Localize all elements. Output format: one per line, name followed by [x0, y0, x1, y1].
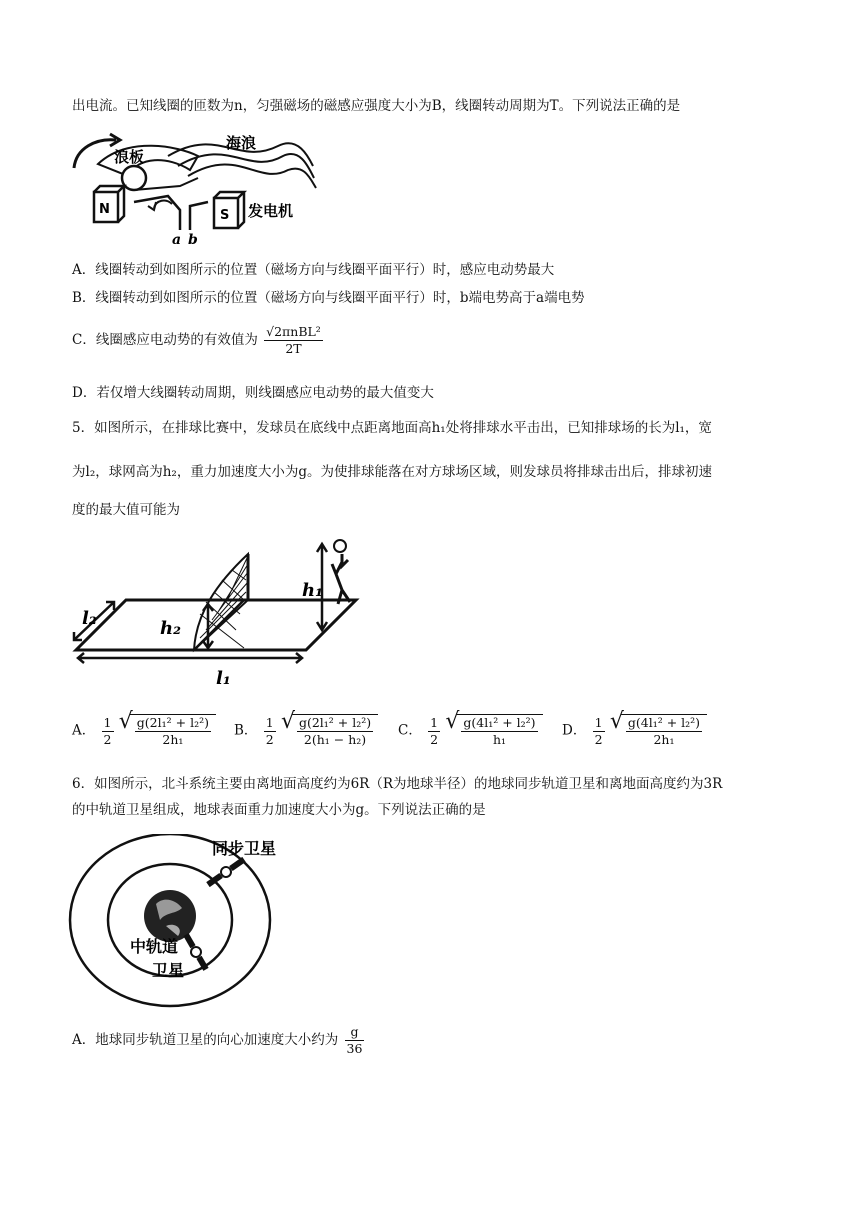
q6-line-1: 6．如图所示，北斗系统主要由离地面高度约为6R（R为地球半径）的地球同步轨道卫星和离地面高度约为3R — [72, 776, 723, 792]
q4-option-b: B．线圈转动到如图所示的位置（磁场方向与线圈平面平行）时，b端电势高于a端电势 — [72, 290, 585, 306]
q5-option-a: A． $\frac{1}{2}$ √ $\frac{\text{g(2l₁² + l₂²)}}{\text{2h₁}}$ — [72, 714, 216, 748]
half-denominator: 2 — [103, 731, 112, 747]
q6-option-a-fraction — [345, 1024, 365, 1057]
q6-option-a — [72, 1024, 366, 1057]
q5-line-3: 度的最大值可能为 — [72, 502, 180, 518]
label-terminal-b: b — [188, 232, 198, 248]
q5-option-a-denominator: 2h₁ — [162, 732, 184, 747]
label-h1: h₁ — [302, 580, 323, 601]
q6-option-a-numerator: g — [345, 1024, 365, 1041]
label-generator: 发电机 — [248, 202, 294, 220]
q5-option-c: C． $\frac{1}{2}$ √ $\frac{\text{g(4l₁² + l₂²)}}{\text{h₁}}$ — [398, 714, 543, 748]
half-numerator: 1 — [265, 714, 274, 730]
q5-option-a-numerator: g(2l₁² + l₂²) — [136, 715, 209, 730]
q6-line-2: 的中轨道卫星组成，地球表面重力加速度大小为g。下列说法正确的是 — [72, 802, 486, 818]
q5-option-d: D． $\frac{1}{2}$ √ $\frac{\text{g(4l₁² + l₂²)}}{\text{2h₁}}$ — [562, 714, 707, 748]
label-waves: 海浪 — [226, 134, 257, 152]
label-meo-line2: 卫星 — [152, 961, 185, 980]
q6-option-a-denominator: 36 — [346, 1041, 363, 1056]
q4-option-c-fraction — [264, 324, 323, 357]
q5-option-c-denominator: h₁ — [492, 732, 506, 747]
q5-option-b-numerator: g(2l₁² + l₂²) — [298, 715, 372, 730]
q5-option-c-label: C． — [398, 722, 422, 739]
half-numerator: 1 — [430, 714, 439, 730]
q4-option-c-denominator: 2T — [285, 341, 302, 356]
q4-intro: 出电流。已知线圈的匝数为n，匀强磁场的磁感应强度大小为B，线圈转动周期为T。下列说法正确的是 — [72, 98, 681, 114]
q6-option-a-prefix: A．地球同步轨道卫星的向心加速度大小约为 — [72, 1032, 339, 1048]
q5-option-b-denominator: 2(h₁ − h₂) — [303, 732, 367, 747]
label-h2: h₂ — [160, 618, 181, 639]
q5-line-1: 5．如图所示，在排球比赛中，发球员在底线中点距离地面高h₁处将排球水平击出，已知排球场的长为l₁，宽 — [72, 420, 712, 436]
half-numerator: 1 — [594, 714, 603, 730]
q4-option-d: D．若仅增大线圈转动周期，则线圈感应电动势的最大值变大 — [72, 385, 434, 401]
wave-generator-figure — [68, 126, 318, 248]
label-s-pole: S — [220, 208, 230, 223]
q4-option-c — [72, 324, 325, 357]
label-meo-line1: 中轨道 — [130, 937, 179, 956]
satellite-orbits-figure — [66, 834, 316, 1014]
label-l2: l₂ — [82, 608, 97, 629]
q5-line-2: 为l₂，球网高为h₂，重力加速度大小为g。为使排球能落在对方球场区域，则发球员将排球击出后，排球初速 — [72, 464, 712, 480]
half-denominator: 2 — [594, 731, 603, 747]
q4-option-c-prefix: C．线圈感应电动势的有效值为 — [72, 332, 258, 348]
q5-option-b-label: B． — [234, 722, 258, 739]
q5-option-d-numerator: g(4l₁² + l₂²) — [627, 715, 701, 730]
label-geo-satellite: 同步卫星 — [212, 839, 277, 858]
volleyball-court-figure — [66, 534, 366, 690]
half-denominator: 2 — [265, 731, 274, 747]
q5-option-b: B． $\frac{1}{2}$ √ $\frac{\text{g(2l₁² + l₂²)}}{\text{2(h₁ − h₂)}}$ — [234, 714, 378, 748]
q4-option-a: A．线圈转动到如图所示的位置（磁场方向与线圈平面平行）时，感应电动势最大 — [72, 262, 555, 278]
q5-option-d-label: D． — [562, 722, 587, 739]
label-l1: l₁ — [216, 668, 231, 689]
half-numerator: 1 — [103, 714, 112, 730]
half-denominator: 2 — [430, 731, 439, 747]
q5-option-a-label: A． — [72, 722, 96, 739]
q5-option-d-denominator: 2h₁ — [653, 732, 675, 747]
q5-option-c-numerator: g(4l₁² + l₂²) — [463, 715, 536, 730]
label-terminal-a: a — [172, 232, 182, 248]
label-n-pole: N — [99, 202, 110, 217]
q4-option-c-numerator: √2πnBL² — [266, 324, 321, 339]
label-board: 浪板 — [114, 148, 145, 166]
